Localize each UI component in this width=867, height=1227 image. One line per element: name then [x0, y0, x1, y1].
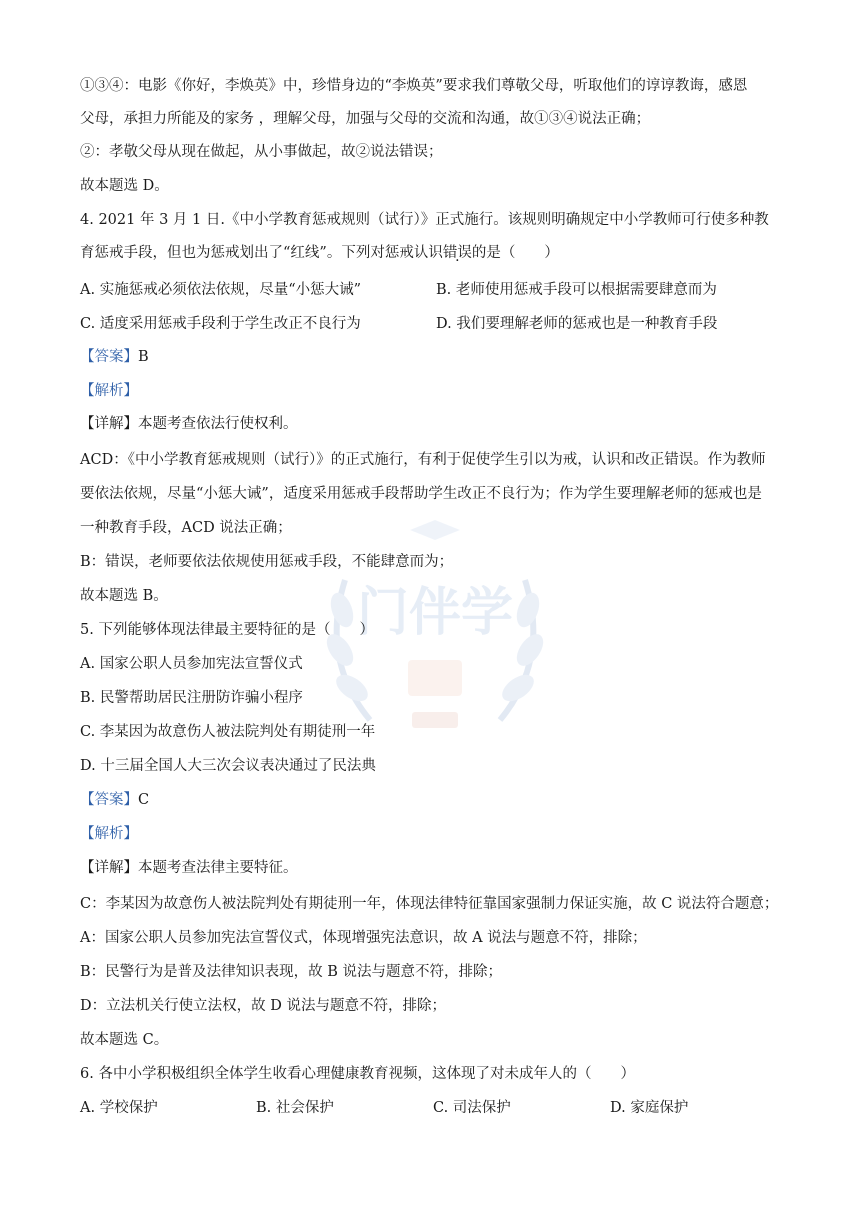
q5-explanation-line-3: B：民警行为是普及法律知识表现，故 B 说法与题意不符，排除； — [80, 964, 503, 980]
q5-analysis-tag — [80, 824, 138, 844]
q5-analysis-label: 【解析】 — [80, 826, 138, 842]
q4-answer-value: B — [138, 349, 149, 365]
q5-explanation-line-1: C：李某因为故意伤人被法院判处有期徒刑一年，体现法律特征靠国家强制力保证实施，故 C 说法符合题意； — [80, 896, 779, 912]
q4-stem-line-1: 4. 2021 年 3 月 1 日.《中小学教育惩戒规则（试行）》正式施行。该规则明确规定中小学教师可行使多种教 — [80, 212, 769, 228]
q4-explanation-line-2: 要依法依规，尽量“小惩大诫”，适度采用惩戒手段帮助学生改正不良行为；作为学生要理解老师的惩戒也是 — [80, 486, 762, 502]
q4-answer — [80, 347, 149, 367]
q4-stem-emphasis: 错误 — [442, 245, 472, 261]
q5-explanation-line-4: D：立法机关行使立法权，故 D 说法与题意不符，排除； — [80, 998, 446, 1014]
q6-option-b: B. 社会保护 — [256, 1100, 334, 1116]
q6-option-a: A. 学校保护 — [80, 1100, 158, 1116]
q5-conclusion: 故本题选 C。 — [80, 1032, 169, 1048]
q5-explanation-line-2: A：国家公职人员参加宪法宣誓仪式，体现增强宪法意识，故 A 说法与题意不符，排除； — [80, 930, 647, 946]
q4-option-d: D. 我们要理解老师的惩戒也是一种教育手段 — [436, 316, 718, 332]
q5-stem: 5. 下列能够体现法律最主要特征的是（ ） — [80, 622, 374, 638]
q4-analysis-tag — [80, 381, 138, 401]
q3-analysis-line-1: ①③④：电影《你好，李焕英》中，珍惜身边的“李焕英”要求我们尊敬父母，听取他们的谆谆教诲，感恩 — [80, 78, 748, 94]
q6-stem: 6. 各中小学积极组织全体学生收看心理健康教育视频，这体现了对未成年人的（ ） — [80, 1066, 635, 1082]
q5-detail-text: 本题考查法律主要特征。 — [138, 860, 298, 876]
q4-detail — [80, 414, 298, 434]
q4-option-c: C. 适度采用惩戒手段利于学生改正不良行为 — [80, 316, 361, 332]
q4-explanation-line-1: ACD：《中小学教育惩戒规则（试行）》的正式施行，有利于促使学生引以为戒，认识和改正错误。作为教师 — [80, 452, 766, 468]
q4-stem-part-1: 育惩戒手段，但也为惩戒划出了“红线”。下列对惩戒认识 — [80, 245, 443, 261]
q5-detail — [80, 858, 298, 878]
q6-option-d: D. 家庭保护 — [610, 1100, 689, 1116]
q4-stem-line-2 — [80, 243, 559, 263]
q4-stem-part-2: 的是（ ） — [471, 245, 559, 261]
q4-analysis-label: 【解析】 — [80, 383, 138, 399]
q4-option-a: A. 实施惩戒必须依法依规，尽量“小惩大诫” — [80, 282, 362, 298]
q4-detail-text: 本题考查依法行使权利。 — [138, 416, 298, 432]
watermark-text: 门伴学 — [356, 583, 514, 643]
q4-explanation-line-3: 一种教育手段，ACD 说法正确； — [80, 520, 292, 536]
q5-option-b: B. 民警帮助居民注册防诈骗小程序 — [80, 690, 303, 706]
q4-explanation-line-4: B：错误，老师要依法依规使用惩戒手段，不能肆意而为； — [80, 554, 454, 570]
q5-detail-tag: 【详解】 — [80, 860, 138, 876]
q4-answer-tag: 【答案】 — [80, 349, 138, 365]
q5-answer-value: C — [138, 792, 150, 808]
q3-conclusion: 故本题选 D。 — [80, 178, 169, 194]
q4-conclusion: 故本题选 B。 — [80, 588, 168, 604]
q3-analysis-line-2: 父母，承担力所能及的家务 ，理解父母，加强与父母的交流和沟通，故①③④说法正确； — [80, 111, 651, 127]
q5-answer — [80, 790, 149, 810]
q5-option-c: C. 李某因为故意伤人被法院判处有期徒刑一年 — [80, 724, 376, 740]
q3-analysis-line-3: ②：孝敬父母从现在做起，从小事做起，故②说法错误； — [80, 144, 443, 160]
q5-option-a: A. 国家公职人员参加宪法宣誓仪式 — [80, 656, 303, 672]
q4-detail-tag: 【详解】 — [80, 416, 138, 432]
q6-option-c: C. 司法保护 — [433, 1100, 511, 1116]
q5-option-d: D. 十三届全国人大三次会议表决通过了民法典 — [80, 758, 376, 774]
q4-option-b: B. 老师使用惩戒手段可以根据需要肆意而为 — [436, 282, 717, 298]
q5-answer-tag: 【答案】 — [80, 792, 138, 808]
